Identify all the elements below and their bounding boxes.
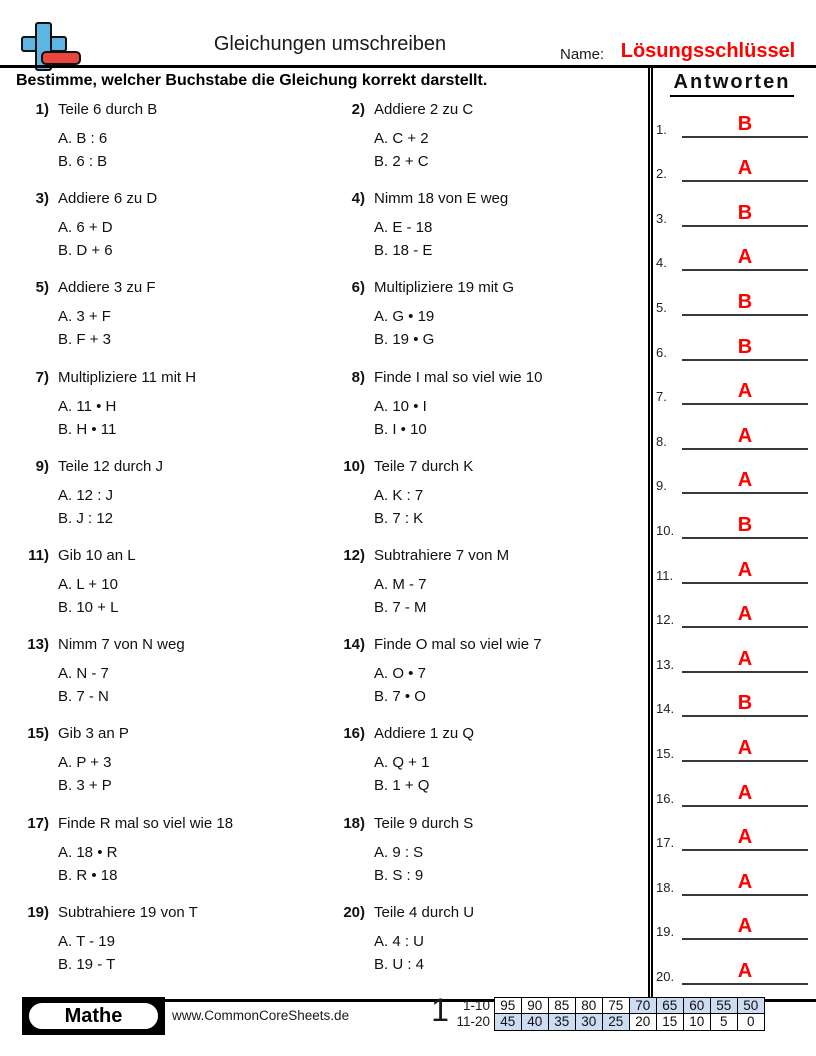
- option-a: A. 10 • I: [374, 397, 427, 415]
- problem-question: Finde I mal so viel wie 10: [374, 368, 543, 386]
- answer-row: [656, 857, 812, 902]
- option-a: A. 11 • H: [58, 397, 117, 415]
- answer-number: 18.: [656, 879, 675, 895]
- option-b: B. J : 12: [58, 509, 114, 527]
- answer-number: 3.: [656, 210, 667, 226]
- option-b: B. 19 - T: [58, 955, 116, 973]
- answer-row: [656, 367, 812, 412]
- problem-question: Addiere 3 zu F: [58, 279, 156, 297]
- answer-letter: A: [737, 781, 753, 804]
- problem-item: [332, 814, 648, 903]
- answer-number: 17.: [656, 835, 675, 851]
- problem-item: [16, 278, 332, 367]
- option-b: B. 7 - M: [374, 598, 427, 616]
- problem-item: [332, 546, 648, 635]
- header-rule: [0, 65, 816, 68]
- problem-number: 4): [351, 190, 365, 208]
- worksheet-title: Gleichungen umschreiben: [213, 33, 447, 55]
- website-link: www.CommonCoreSheets.de: [172, 1008, 350, 1023]
- problem-item: [16, 814, 332, 903]
- answer-row: [656, 590, 812, 635]
- instruction-text: Bestimme, welcher Buchstabe die Gleichung korrekt darstellt.: [16, 72, 488, 89]
- answer-number: 7.: [656, 389, 667, 405]
- answer-row: [656, 902, 812, 947]
- problem-item: [16, 546, 332, 635]
- answer-number: 14.: [656, 701, 675, 717]
- answer-blank-line: [682, 582, 808, 584]
- option-a: A. G • 19: [374, 308, 435, 326]
- option-a: A. E - 18: [374, 219, 433, 237]
- answer-blank-line: [682, 359, 808, 361]
- option-a: A. Q + 1: [374, 754, 430, 772]
- problem-item: [16, 457, 332, 546]
- answer-blank-line: [682, 314, 808, 316]
- problem-number: 6): [351, 279, 365, 297]
- problem-item: [16, 368, 332, 457]
- answer-row: [656, 768, 812, 813]
- problem-number: 17): [27, 814, 49, 832]
- option-b: B. U : 4: [374, 955, 425, 973]
- answer-number: 1.: [656, 121, 667, 137]
- score-cell: 75: [602, 997, 631, 1015]
- answer-blank-line: [682, 403, 808, 405]
- option-b: B. 7 • O: [374, 688, 426, 706]
- option-a: A. M - 7: [374, 575, 427, 593]
- answer-letter: B: [737, 335, 753, 358]
- option-a: A. L + 10: [58, 575, 118, 593]
- grading-row-label: 11-20: [456, 1014, 490, 1029]
- problem-item: [16, 724, 332, 813]
- problem-question: Gib 10 an L: [58, 546, 136, 564]
- answer-row: [656, 545, 812, 590]
- option-b: B. I • 10: [374, 420, 427, 438]
- answer-blank-line: [682, 715, 808, 717]
- answer-row: [656, 679, 812, 724]
- answers-list: [656, 99, 812, 991]
- score-cell: 5: [710, 1013, 739, 1031]
- answer-number: 10.: [656, 522, 675, 538]
- answer-blank-line: [682, 180, 808, 182]
- option-a: A. K : 7: [374, 486, 424, 504]
- option-a: A. T - 19: [58, 932, 115, 950]
- answer-number: 8.: [656, 433, 667, 449]
- problem-item: [16, 100, 332, 189]
- answer-row: [656, 456, 812, 501]
- answer-letter: B: [737, 290, 753, 313]
- answer-blank-line: [682, 269, 808, 271]
- option-b: B. 7 : K: [374, 509, 424, 527]
- grading-table: [448, 997, 765, 1031]
- answer-blank-line: [682, 983, 808, 985]
- problem-number: 3): [35, 190, 49, 208]
- answer-letter: A: [737, 870, 753, 893]
- problem-number: 16): [343, 725, 365, 743]
- option-a: A. P + 3: [58, 754, 112, 772]
- answer-row: [656, 277, 812, 322]
- problem-number: 1): [35, 101, 49, 118]
- answer-letter: B: [737, 112, 753, 135]
- problem-item: [332, 189, 648, 278]
- score-cell: 70: [629, 997, 658, 1015]
- answer-letter: A: [737, 603, 753, 626]
- score-cell: 40: [521, 1013, 550, 1031]
- answer-number: 5.: [656, 299, 667, 315]
- option-a: A. C + 2: [374, 130, 429, 147]
- score-cell: 90: [521, 997, 550, 1015]
- problem-number: 8): [351, 368, 365, 386]
- option-b: B. 3 + P: [58, 777, 112, 795]
- answers-divider: [648, 68, 653, 999]
- answer-blank-line: [682, 938, 808, 940]
- answer-letter: A: [737, 469, 753, 492]
- answer-letter: A: [737, 915, 753, 938]
- answer-number: 20.: [656, 968, 675, 984]
- answer-number: 2.: [656, 166, 667, 182]
- option-b: B. 2 + C: [374, 153, 429, 170]
- problem-item: [16, 189, 332, 278]
- problem-number: 2): [351, 101, 365, 118]
- answer-blank-line: [682, 448, 808, 450]
- answer-row: [656, 813, 812, 858]
- answer-key-label: Lösungsschlüssel: [620, 40, 796, 62]
- option-a: A. 18 • R: [58, 843, 118, 861]
- answer-row: [656, 322, 812, 367]
- name-label: Name:: [560, 46, 605, 63]
- problem-number: 11): [28, 546, 49, 564]
- answer-number: 9.: [656, 478, 667, 494]
- problem-item: [16, 635, 332, 724]
- grading-cells: [495, 997, 765, 1015]
- answer-letter: A: [737, 736, 753, 759]
- subject-badge: [22, 997, 165, 1035]
- grading-cells: [495, 1013, 765, 1031]
- option-b: B. 7 - N: [58, 688, 109, 706]
- answer-letter: A: [737, 826, 753, 849]
- answer-letter: B: [737, 513, 753, 536]
- answer-letter: A: [737, 246, 753, 269]
- score-cell: 35: [548, 1013, 577, 1031]
- problem-question: Nimm 18 von E weg: [374, 190, 509, 208]
- answer-number: 6.: [656, 344, 667, 360]
- answer-number: 19.: [656, 924, 675, 940]
- problem-number: 19): [27, 903, 49, 921]
- problem-number: 18): [343, 814, 365, 832]
- score-cell: 15: [656, 1013, 685, 1031]
- option-b: B. F + 3: [58, 331, 111, 349]
- problem-item: [332, 278, 648, 367]
- option-b: B. 1 + Q: [374, 777, 430, 795]
- score-cell: 10: [683, 1013, 712, 1031]
- answer-row: [656, 188, 812, 233]
- problem-question: Addiere 6 zu D: [58, 190, 158, 208]
- answer-row: [656, 411, 812, 456]
- problem-question: Gib 3 an P: [58, 725, 129, 743]
- problem-question: Teile 12 durch J: [58, 457, 164, 475]
- option-a: A. 3 + F: [58, 308, 111, 326]
- problem-question: Multipliziere 11 mit H: [58, 368, 197, 386]
- answer-number: 12.: [656, 612, 675, 628]
- option-a: A. O • 7: [374, 665, 426, 683]
- score-cell: 85: [548, 997, 577, 1015]
- score-cell: 20: [629, 1013, 658, 1031]
- page-number: 1: [431, 992, 449, 1028]
- problem-question: Teile 9 durch S: [374, 814, 474, 832]
- problem-question: Finde O mal so viel wie 7: [374, 636, 542, 654]
- problem-question: Nimm 7 von N weg: [58, 636, 185, 654]
- answer-row: [656, 99, 812, 144]
- answer-number: 13.: [656, 656, 675, 672]
- score-cell: 25: [602, 1013, 631, 1031]
- problem-question: Subtrahiere 19 von T: [58, 903, 198, 921]
- problem-item: [332, 903, 648, 992]
- problem-list: [16, 100, 648, 992]
- answer-letter: A: [737, 157, 753, 180]
- problem-question: Addiere 1 zu Q: [374, 725, 475, 743]
- option-b: B. 10 + L: [58, 598, 119, 616]
- option-a: A. 12 : J: [58, 486, 114, 504]
- option-b: B. 18 - E: [374, 242, 433, 260]
- option-a: A. 9 : S: [374, 843, 424, 861]
- score-cell: 30: [575, 1013, 604, 1031]
- problem-question: Teile 7 durch K: [374, 457, 474, 475]
- answer-letter: B: [737, 692, 753, 715]
- answer-row: [656, 723, 812, 768]
- answer-blank-line: [682, 136, 808, 138]
- subject-label: Mathe: [27, 1001, 160, 1031]
- option-b: B. S : 9: [374, 866, 424, 884]
- score-cell: 80: [575, 997, 604, 1015]
- answer-number: 15.: [656, 745, 675, 761]
- problem-item: [332, 635, 648, 724]
- grading-row-label: 1-10: [462, 998, 490, 1013]
- answer-row: [656, 634, 812, 679]
- answer-blank-line: [682, 537, 808, 539]
- answer-blank-line: [682, 225, 808, 227]
- answer-number: 16.: [656, 790, 675, 806]
- grading-row: [448, 997, 765, 1015]
- option-b: B. 6 : B: [58, 153, 108, 170]
- problem-item: [332, 100, 648, 189]
- option-a: A. B : 6: [58, 130, 108, 147]
- problem-item: [332, 724, 648, 813]
- problem-number: 10): [343, 457, 365, 475]
- score-cell: 0: [737, 1013, 766, 1031]
- option-b: B. 19 • G: [374, 331, 435, 349]
- problem-question: Teile 6 durch B: [58, 101, 158, 118]
- problem-question: Teile 4 durch U: [374, 903, 475, 921]
- answer-blank-line: [682, 626, 808, 628]
- score-cell: 45: [494, 1013, 523, 1031]
- problem-question: Addiere 2 zu C: [374, 101, 474, 118]
- score-cell: 50: [737, 997, 766, 1015]
- answer-blank-line: [682, 805, 808, 807]
- answer-letter: A: [737, 558, 753, 581]
- answer-blank-line: [682, 760, 808, 762]
- option-b: B. H • 11: [58, 420, 117, 438]
- answer-blank-line: [682, 671, 808, 673]
- problem-question: Multipliziere 19 mit G: [374, 279, 515, 297]
- answer-blank-line: [682, 492, 808, 494]
- problem-number: 14): [343, 636, 365, 654]
- score-cell: 95: [494, 997, 523, 1015]
- answer-row: [656, 144, 812, 189]
- answer-blank-line: [682, 849, 808, 851]
- answer-row: [656, 946, 812, 991]
- option-b: B. D + 6: [58, 242, 113, 260]
- problem-item: [332, 368, 648, 457]
- problem-number: 12): [343, 546, 365, 564]
- score-cell: 60: [683, 997, 712, 1015]
- answer-row: [656, 233, 812, 278]
- answer-letter: A: [737, 424, 753, 447]
- answer-letter: B: [737, 201, 753, 224]
- score-cell: 65: [656, 997, 685, 1015]
- option-b: B. R • 18: [58, 866, 118, 884]
- answer-row: [656, 500, 812, 545]
- problem-number: 15): [27, 725, 49, 743]
- problem-question: Subtrahiere 7 von M: [374, 546, 510, 564]
- problem-number: 9): [35, 457, 49, 475]
- option-a: A. 6 + D: [58, 219, 113, 237]
- option-a: A. N - 7: [58, 665, 109, 683]
- answer-letter: A: [737, 647, 753, 670]
- score-cell: 55: [710, 997, 739, 1015]
- problem-question: Finde R mal so viel wie 18: [58, 814, 234, 832]
- problem-number: 20): [343, 903, 365, 921]
- answer-blank-line: [682, 894, 808, 896]
- answer-number: 11.: [656, 567, 674, 583]
- problem-number: 7): [35, 368, 49, 386]
- grading-row: [448, 1013, 765, 1031]
- answer-letter: A: [737, 380, 753, 403]
- problem-number: 5): [35, 279, 49, 297]
- problem-number: 13): [27, 636, 49, 654]
- problem-item: [332, 457, 648, 546]
- answer-number: 4.: [656, 255, 667, 271]
- problem-item: [16, 903, 332, 992]
- option-a: A. 4 : U: [374, 932, 425, 950]
- answers-panel-title: Antworten: [656, 71, 808, 97]
- answer-letter: A: [737, 959, 753, 982]
